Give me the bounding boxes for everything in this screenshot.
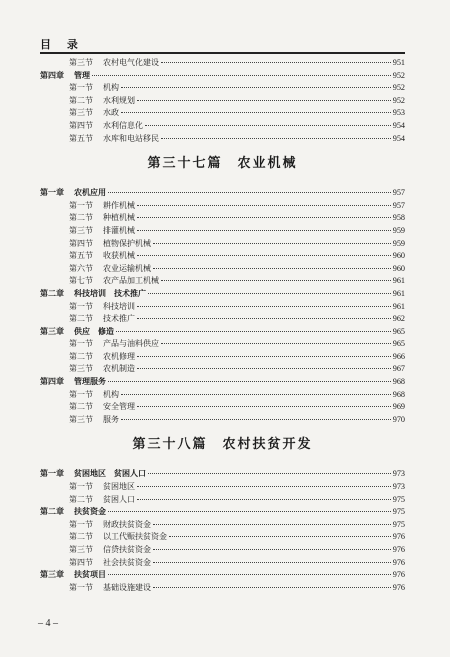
entry-number: 第三节 <box>69 414 93 424</box>
entry-page: 966 <box>392 351 405 361</box>
entry-page: 968 <box>392 377 405 387</box>
entry-label <box>40 582 151 595</box>
entry-title: 技术推广 <box>103 314 135 324</box>
dot-leader <box>161 130 391 139</box>
dot-leader <box>161 335 391 344</box>
dot-leader <box>137 360 391 369</box>
entry-number: 第四章 <box>40 69 64 80</box>
entry-number: 第六节 <box>69 263 93 273</box>
entry-title: 水库和电站移民 <box>103 133 159 143</box>
entry-page: 976 <box>392 532 405 542</box>
entry-page: 961 <box>392 288 405 298</box>
entry-label <box>40 301 135 314</box>
entry-title: 扶贫项目 <box>74 569 106 580</box>
entry-number: 第二节 <box>69 402 93 412</box>
part-title: 第三十八篇 农村扶贫开发 <box>132 437 313 453</box>
entry-page: 975 <box>392 519 405 529</box>
entry-page: 954 <box>392 120 405 130</box>
dot-leader <box>137 310 391 319</box>
entry-page: 954 <box>392 133 405 143</box>
entry-page: 960 <box>392 263 405 273</box>
entry-page: 952 <box>392 83 405 93</box>
entry-title: 种植机械 <box>103 213 135 223</box>
entry-page: 970 <box>392 414 405 424</box>
dot-leader <box>108 503 391 512</box>
entry-number: 第三节 <box>69 58 93 67</box>
entry-page: 961 <box>392 301 405 311</box>
entry-label <box>40 120 143 133</box>
entry-title: 社会扶贫资金 <box>103 557 151 567</box>
dot-leader <box>108 184 391 193</box>
entry-number: 第三节 <box>69 364 93 374</box>
entry-label <box>40 519 151 532</box>
dot-leader <box>137 247 391 256</box>
entry-number: 第四节 <box>69 238 93 248</box>
entry-number: 第一节 <box>69 339 93 349</box>
entry-label <box>40 467 146 480</box>
entry-page: 958 <box>392 213 405 223</box>
dot-leader <box>153 260 391 269</box>
entry-number: 第一节 <box>69 301 93 311</box>
entry-label <box>40 375 106 388</box>
entry-title: 扶贫资金 <box>74 506 106 517</box>
section-entry[interactable] <box>40 132 405 145</box>
entry-label <box>40 325 114 338</box>
entry-title: 水政 <box>103 108 119 118</box>
entry-number: 第五节 <box>69 133 93 143</box>
entry-label <box>40 238 151 251</box>
entry-number: 第二节 <box>69 532 93 542</box>
entry-page: 969 <box>392 402 405 412</box>
dot-leader <box>116 323 391 332</box>
entry-number: 第一节 <box>69 482 93 492</box>
entry-page: 952 <box>392 95 405 105</box>
entry-title: 安全管理 <box>103 402 135 412</box>
entry-page: 965 <box>392 326 405 336</box>
dot-leader <box>121 411 391 420</box>
dot-leader <box>137 398 391 407</box>
entry-title: 农村电气化建设 <box>103 58 159 67</box>
part-title: 第三十七篇 农业机械 <box>147 156 298 172</box>
entry-title: 管理 <box>74 69 90 80</box>
entry-number: 第一节 <box>69 83 93 93</box>
entry-title: 农机应用 <box>74 187 106 198</box>
dot-leader <box>137 222 391 231</box>
entry-number: 第一节 <box>69 582 93 592</box>
entry-number: 第三章 <box>40 569 64 580</box>
entry-title: 供应 修造 <box>74 325 114 336</box>
dot-leader <box>137 197 391 206</box>
section-entry[interactable] <box>40 413 405 426</box>
entry-label <box>40 263 151 276</box>
dot-leader <box>148 285 391 294</box>
dot-leader <box>161 272 391 281</box>
entry-number: 第二节 <box>69 494 93 504</box>
dot-leader <box>153 554 391 563</box>
entry-title: 机构 <box>103 389 119 399</box>
entry-number: 第七节 <box>69 276 93 286</box>
entry-title: 财政扶贫资金 <box>103 519 151 529</box>
entry-page: 973 <box>392 482 405 492</box>
entry-page: 976 <box>392 557 405 567</box>
dot-leader <box>137 209 391 218</box>
entry-title: 农机修理 <box>103 351 135 361</box>
entry-page: 953 <box>392 108 405 118</box>
dot-leader <box>92 67 391 76</box>
dot-leader <box>108 373 391 382</box>
dot-leader <box>137 92 391 101</box>
entry-page: 968 <box>392 389 405 399</box>
entry-page: 973 <box>392 469 405 479</box>
entry-label <box>40 133 159 146</box>
dot-leader <box>121 386 391 395</box>
dot-leader <box>137 491 391 500</box>
entry-number: 第五节 <box>69 251 93 261</box>
entry-page: 976 <box>392 545 405 554</box>
entry-title: 产品与油料供应 <box>103 339 159 349</box>
toc-heading: 目 录 <box>40 38 84 51</box>
dot-leader <box>153 235 391 244</box>
entry-number: 第三章 <box>40 325 64 336</box>
entry-number: 第三节 <box>69 108 93 118</box>
dot-leader <box>169 528 391 537</box>
entry-page: 959 <box>392 238 405 248</box>
dot-leader <box>121 79 391 88</box>
entry-title: 科技培训 <box>103 301 135 311</box>
entry-page: 952 <box>392 70 405 80</box>
entry-label <box>40 225 135 238</box>
entry-title: 农产品加工机械 <box>103 276 159 286</box>
entry-title: 贫困地区 贫困人口 <box>74 468 146 479</box>
entry-title: 农机制造 <box>103 364 135 374</box>
dot-leader <box>121 104 391 113</box>
section-entry[interactable] <box>40 581 405 594</box>
entry-title: 贫困地区 <box>103 482 135 492</box>
entry-page: 975 <box>392 494 405 504</box>
entry-number: 第二节 <box>69 351 93 361</box>
entry-number: 第三节 <box>69 225 93 235</box>
dot-leader <box>137 298 391 307</box>
entry-title: 贫困人口 <box>103 494 135 504</box>
entry-label <box>40 481 135 494</box>
entry-number: 第二节 <box>69 95 93 105</box>
entry-title: 收获机械 <box>103 251 135 261</box>
entry-number: 第一节 <box>69 200 93 210</box>
entry-label <box>40 568 106 581</box>
entry-title: 信贷扶贫资金 <box>103 545 151 554</box>
entry-page: 962 <box>392 314 405 324</box>
dot-leader <box>145 117 391 126</box>
entry-title: 排灌机械 <box>103 225 135 235</box>
dot-leader <box>153 541 391 550</box>
entry-title: 耕作机械 <box>103 200 135 210</box>
entry-number: 第四节 <box>69 120 93 130</box>
entry-page: 965 <box>392 339 405 349</box>
entry-page: 976 <box>392 582 405 592</box>
entry-title: 水利规划 <box>103 95 135 105</box>
entry-label <box>40 200 135 213</box>
page-number: – 4 – <box>38 618 58 629</box>
entry-label <box>40 351 135 364</box>
entry-number: 第一章 <box>40 187 64 198</box>
page-header <box>40 36 405 54</box>
dot-leader <box>153 579 391 588</box>
entry-label <box>40 414 119 427</box>
entry-page: 957 <box>392 200 405 210</box>
entry-title: 机构 <box>103 83 119 93</box>
entry-title: 基础设施建设 <box>103 582 151 592</box>
entry-page: 951 <box>392 58 405 67</box>
entry-number: 第二章 <box>40 506 64 517</box>
entry-page: 959 <box>392 225 405 235</box>
table-of-contents <box>40 56 405 593</box>
entry-title: 管理服务 <box>74 376 106 387</box>
entry-number: 第一节 <box>69 519 93 529</box>
dot-leader <box>161 54 391 63</box>
entry-page: 976 <box>392 570 405 580</box>
entry-label <box>40 69 90 82</box>
entry-number: 第一章 <box>40 468 64 479</box>
dot-leader <box>153 516 391 525</box>
entry-number: 第四节 <box>69 557 93 567</box>
entry-label <box>40 505 106 518</box>
entry-number: 第四章 <box>40 376 64 387</box>
entry-number: 第三节 <box>69 545 93 554</box>
entry-title: 科技培训 技术推广 <box>74 287 146 298</box>
entry-page: 957 <box>392 188 405 198</box>
entry-label <box>40 82 119 95</box>
entry-label <box>40 186 106 199</box>
entry-number: 第二节 <box>69 213 93 223</box>
entry-label <box>40 287 146 300</box>
entry-page: 960 <box>392 251 405 261</box>
dot-leader <box>137 478 391 487</box>
dot-leader <box>137 348 391 357</box>
entry-label <box>40 389 119 402</box>
entry-label <box>40 250 135 263</box>
entry-title: 植物保护机械 <box>103 238 151 248</box>
entry-title: 水利信息化 <box>103 120 143 130</box>
entry-title: 农业运输机械 <box>103 263 151 273</box>
entry-number: 第二节 <box>69 314 93 324</box>
entry-number: 第二章 <box>40 287 64 298</box>
entry-page: 967 <box>392 364 405 374</box>
entry-label <box>40 212 135 225</box>
dot-leader <box>148 465 391 474</box>
entry-number: 第一节 <box>69 389 93 399</box>
entry-label <box>40 544 151 557</box>
dot-leader <box>108 566 391 575</box>
entry-page: 961 <box>392 276 405 286</box>
entry-title: 以工代赈扶贫资金 <box>103 532 167 542</box>
entry-label <box>40 531 167 544</box>
entry-label <box>40 107 119 120</box>
entry-page: 975 <box>392 507 405 517</box>
entry-title: 服务 <box>103 414 119 424</box>
